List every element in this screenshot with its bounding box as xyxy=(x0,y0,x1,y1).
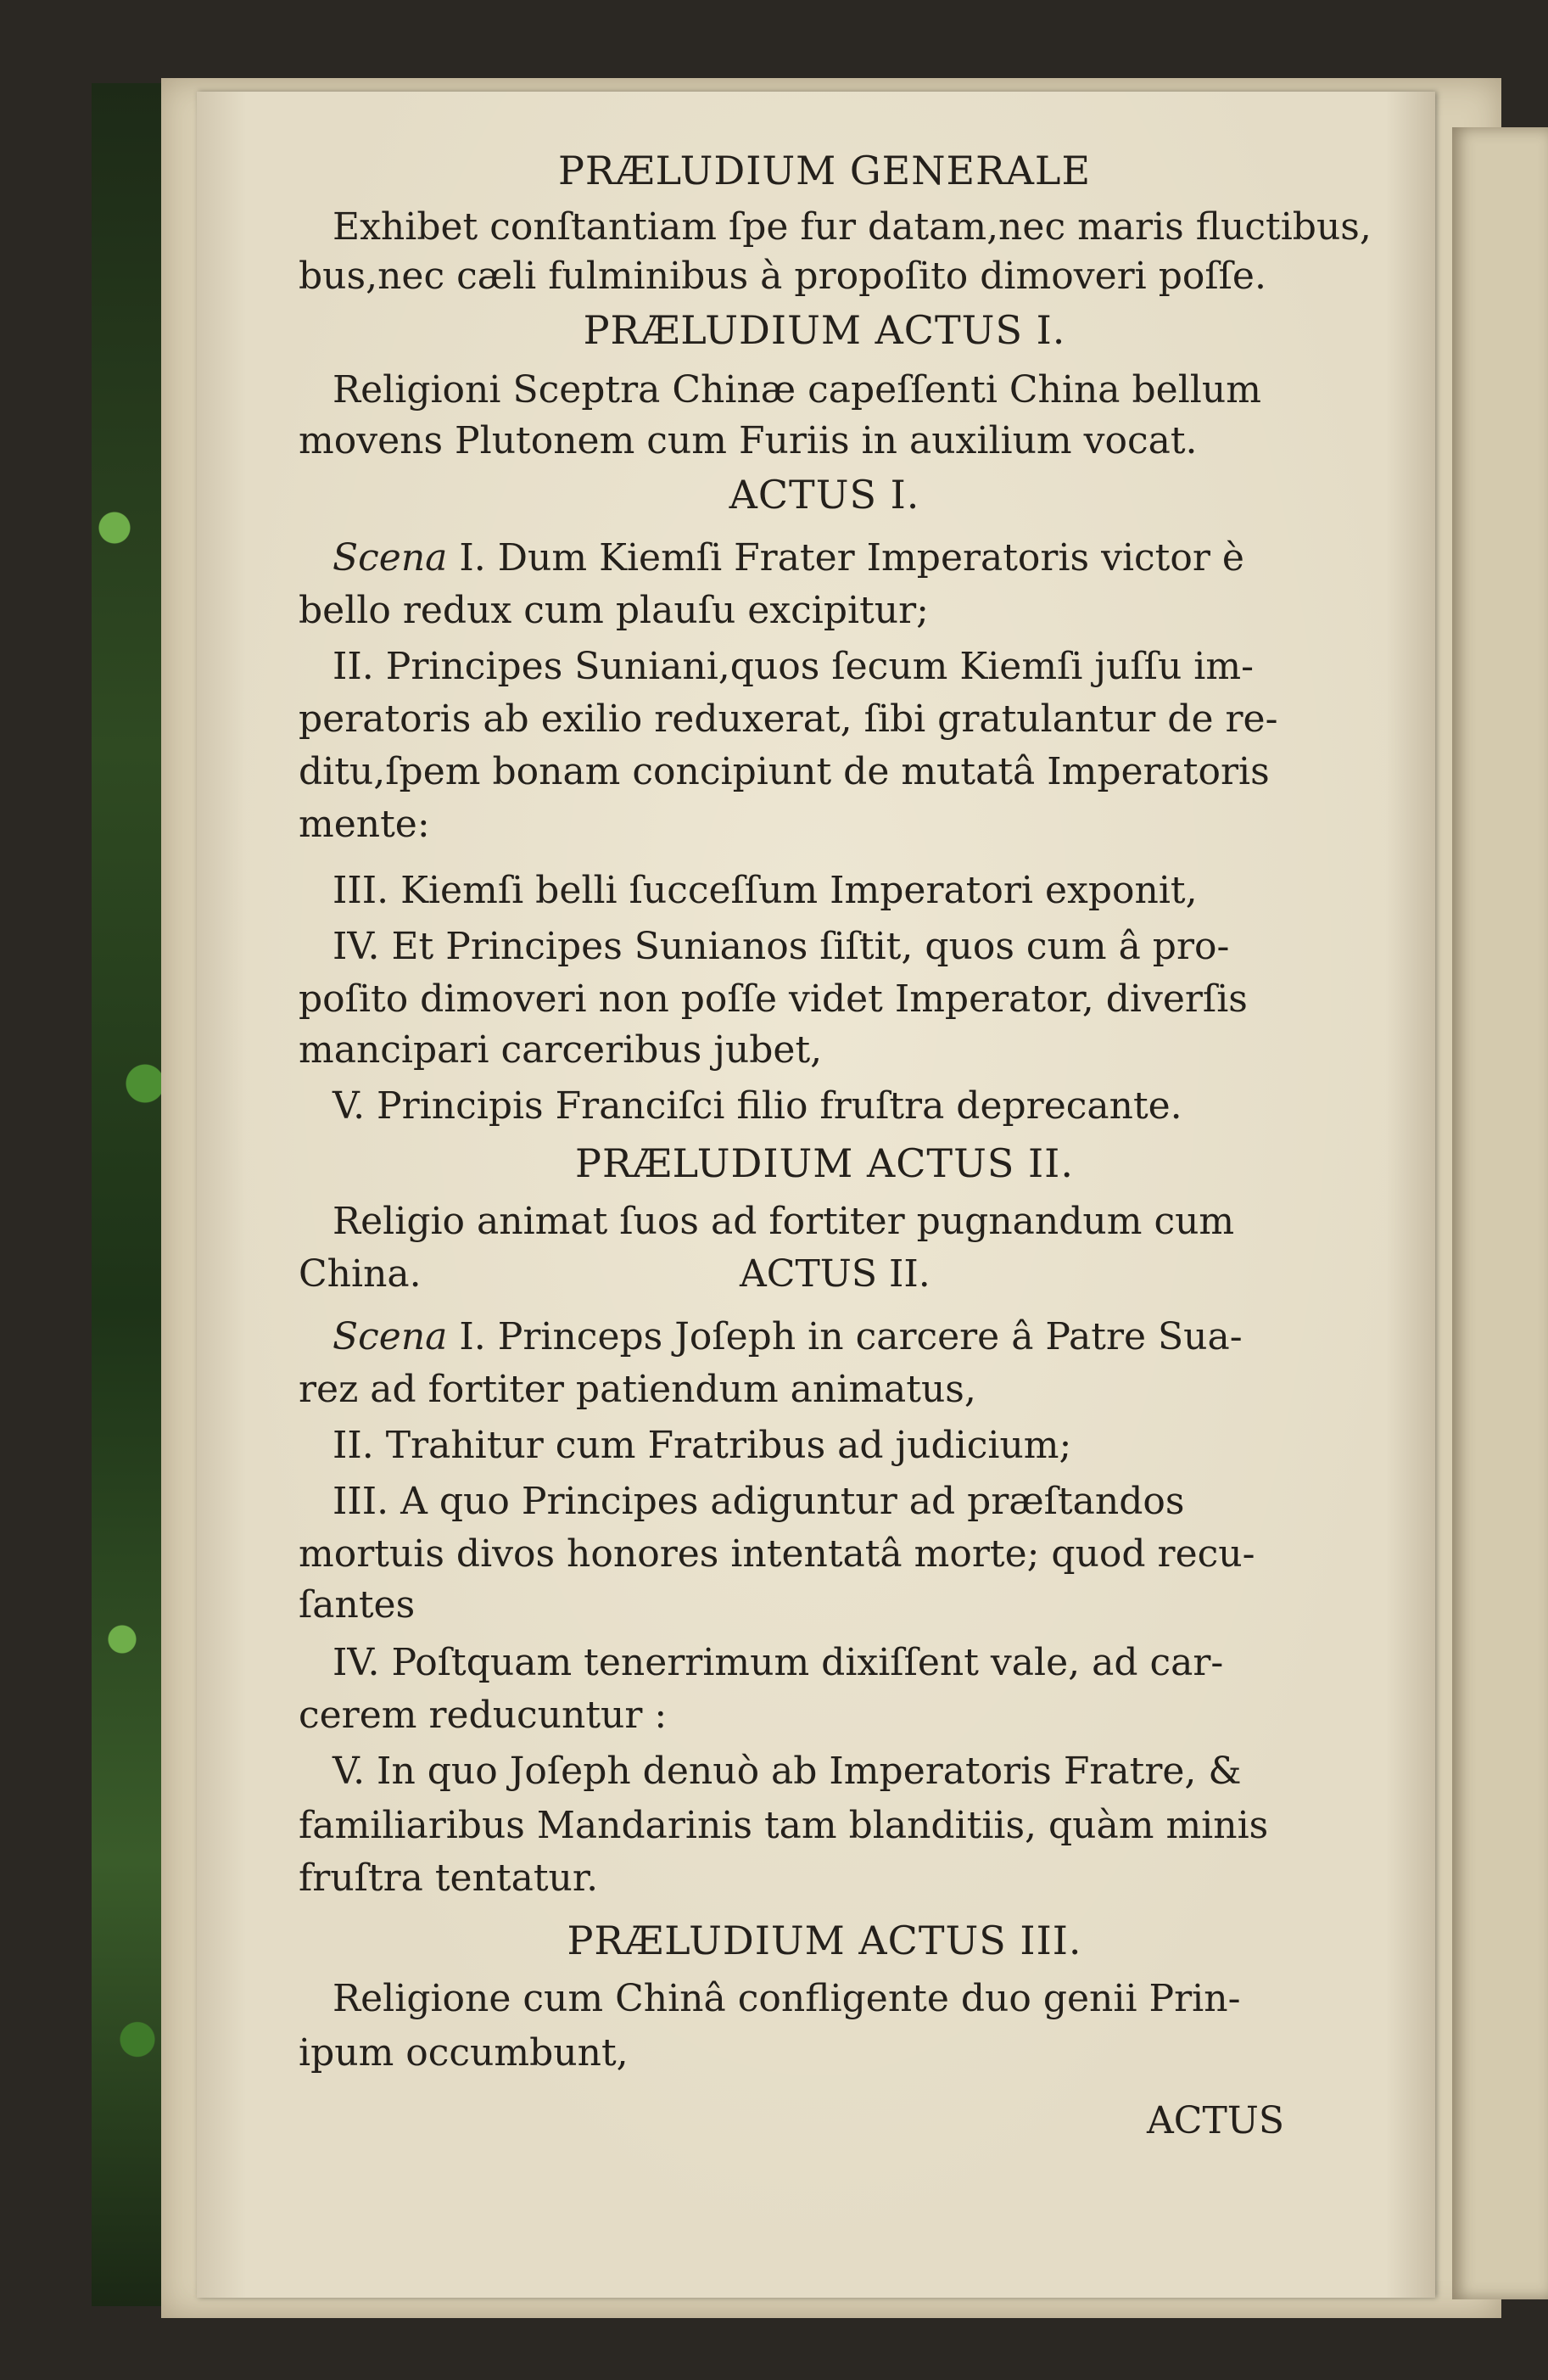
text-line: bus,nec cæli fulminibus à propoſito dimoveri poſſe. xyxy=(299,255,1266,298)
text-line: Exhibet conſtantiam ſpe fur datam,nec maris fluctibus, xyxy=(333,205,1372,249)
text-line: III. A quo Principes adiguntur ad præſtandos xyxy=(333,1480,1185,1523)
scene-line xyxy=(333,1315,1243,1358)
text-line: II. Principes Suniani,quos ſecum Kiemſi juſſu im- xyxy=(333,645,1254,688)
text-line: rez ad fortiter patiendum animatus, xyxy=(299,1368,976,1411)
text-line: mancipari carceribus jubet, xyxy=(299,1028,823,1072)
text-line: V. Principis Franciſci filio fruſtra deprecante. xyxy=(333,1084,1182,1128)
china-actus-line xyxy=(299,1252,1350,1296)
text-line: fruſtra tentatur. xyxy=(299,1856,599,1900)
text-line: Religio animat ſuos ad fortiter pugnandum cum xyxy=(333,1200,1235,1243)
text-line: III. Kiemſi belli ſucceſſum Imperatori exponit, xyxy=(333,869,1198,912)
text-line: II. Trahitur cum Fratribus ad judicium; xyxy=(333,1424,1072,1467)
text-line: IV. Et Principes Sunianos ſiſtit, quos cum â pro- xyxy=(333,925,1230,968)
catchword: ACTUS xyxy=(1147,2099,1285,2142)
marbled-cover xyxy=(92,83,170,2306)
heading-actus-2: ACTUS II. xyxy=(740,1252,930,1296)
scena-label: Scena xyxy=(333,536,448,580)
printed-page xyxy=(197,92,1435,2298)
text-segment: China. xyxy=(299,1252,422,1296)
text-line: V. In quo Joſeph denuò ab Imperatoris Fratre, & xyxy=(333,1750,1242,1793)
text-line: mente: xyxy=(299,803,430,846)
text-line: movens Plutonem cum Furiis in auxilium vocat. xyxy=(299,419,1198,462)
scena-label: Scena xyxy=(333,1315,448,1358)
facing-page-edge xyxy=(1452,127,1548,2299)
scene-text: I. Princeps Joſeph in carcere â Patre Sua- xyxy=(459,1315,1243,1358)
text-line: cerem reducuntur : xyxy=(299,1694,668,1737)
text-line: Religioni Sceptra Chinæ capeſſenti China bellum xyxy=(333,368,1261,412)
scene-text: I. Dum Kiemſi Frater Imperatoris victor è xyxy=(459,536,1244,580)
text-line: Religione cum Chinâ confligente duo genii Prin- xyxy=(333,1977,1241,2020)
text-line: ipum occumbunt, xyxy=(299,2031,629,2075)
heading-praeludium-generale: PRÆLUDIUM GENERALE xyxy=(557,148,1092,193)
text-line: ſantes xyxy=(299,1583,416,1627)
heading-praeludium-actus-1: PRÆLUDIUM ACTUS I. xyxy=(583,307,1066,353)
heading-praeludium-actus-2: PRÆLUDIUM ACTUS II. xyxy=(575,1140,1074,1186)
text-line: ditu,ſpem bonam concipiunt de mutatâ Imperatoris xyxy=(299,750,1270,793)
heading-actus-1: ACTUS I. xyxy=(729,472,920,518)
heading-praeludium-actus-3: PRÆLUDIUM ACTUS III. xyxy=(567,1918,1082,1963)
text-line: IV. Poſtquam tenerrimum dixiſſent vale, ad car- xyxy=(333,1641,1224,1684)
text-line: bello redux cum plauſu excipitur; xyxy=(299,589,929,632)
text-line: familiaribus Mandarinis tam blanditiis, quàm minis xyxy=(299,1804,1269,1847)
text-line: mortuis divos honores intentatâ morte; quod recu- xyxy=(299,1532,1255,1576)
text-line: peratoris ab exilio reduxerat, ſibi gratulantur de re- xyxy=(299,697,1278,741)
scene-line xyxy=(333,536,1244,580)
text-line: poſito dimoveri non poſſe videt Imperator, diverſis xyxy=(299,977,1248,1021)
